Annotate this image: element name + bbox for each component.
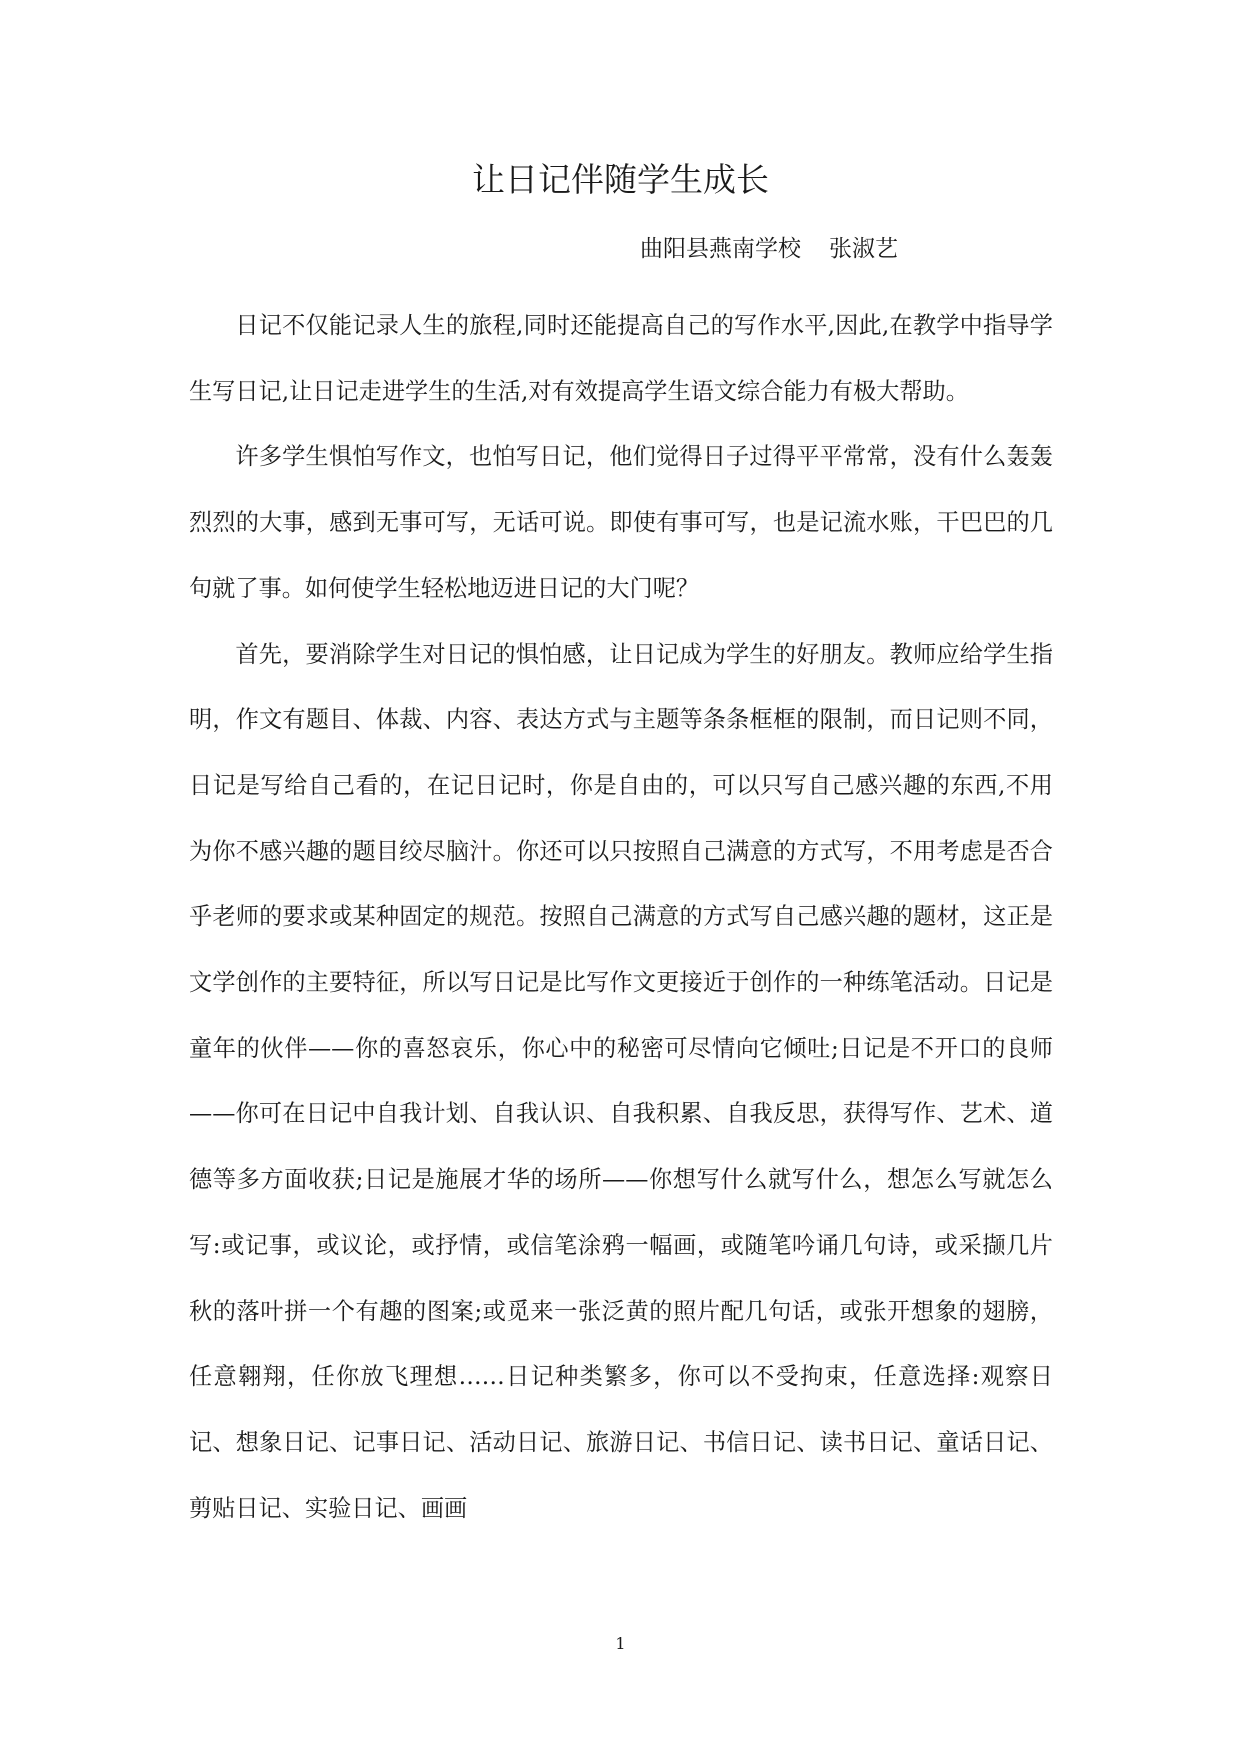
byline [0,232,898,266]
page-number: 1 [615,1634,626,1653]
paragraph-2: 许多学生惧怕写作文，也怕写日记，他们觉得日子过得平平常常，没有什么轰轰烈烈的大事，感到无事可写，无话可说。即使有事可写，也是记流水账，干巴巴的几句就了事。如何使学生轻松地迈进日记的大门呢？ [189,443,1053,602]
byline-school: 曲阳县燕南学校 [640,236,801,262]
paragraph-3: 首先，要消除学生对日记的惧怕感，让日记成为学生的好朋友。教师应给学生指明，作文有题目、体裁、内容、表达方式与主题等条条框框的限制，而日记则不同，日记是写给自己看的，在记日记时，你是自由的，可以只写自己感兴趣的东西,不用为你不感兴趣的题目绞尽脑汁。你还可以只按照自己满意的方式写，不用考虑是否合乎老师的要求或某种固定的规范。按照自己满意的方式写自己感兴趣的题材，这正是文学创作的主要特征，所以写日记是比写作文更接近于创作的一种练笔活动。日记是童年的伙伴——你的喜怒哀乐，你心中的秘密可尽情向它倾吐;日记是不开口的良师——你可在日记中自我计划、自我认识、自我积累、自我反思，获得写作、艺术、道德等多方面收获;日记是施展才华的场所——你想写什么就写什么，想怎么写就怎么写:或记事，或议论，或抒情，或信笔涂鸦一幅画，或随笔吟诵几句诗，或采撷几片秋的落叶拼一个有趣的图案;或觅来一张泛黄的照片配几句话，或张开想象的翅膀，任意翱翔，任你放飞理想……日记种类繁多，你可以不受拘束，任意选择:观察日记、想象日记、记事日记、活动日记、旅游日记、书信日记、读书日记、童话日记、剪贴日记、实验日记、画画 [189,640,1053,1522]
paragraph-1: 日记不仅能记录人生的旅程,同时还能提高自己的写作水平,因此,在教学中指导学生写日记,让日记走进学生的生活,对有效提高学生语文综合能力有极大帮助。 [189,312,1053,405]
document-body [189,293,1053,1541]
document-title: 让日记伴随学生成长 [472,160,769,199]
byline-author: 张淑艺 [829,236,898,262]
